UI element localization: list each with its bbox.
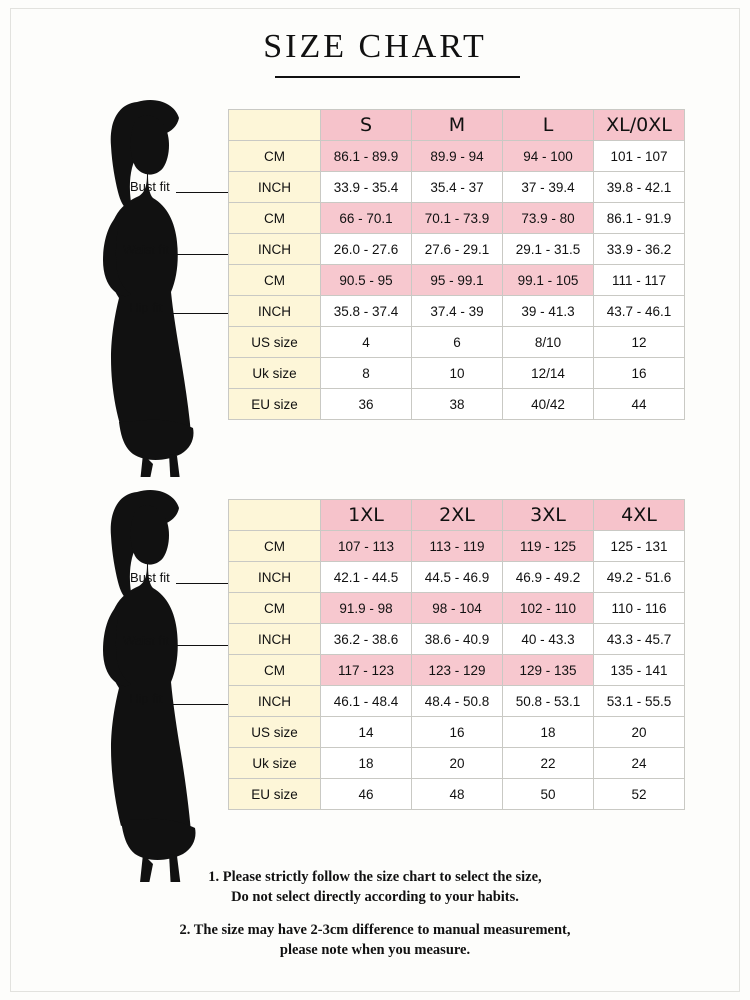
cell-value: 46.9 - 49.2 <box>503 562 594 593</box>
table-row <box>229 593 685 624</box>
row-label: US size <box>229 327 321 358</box>
table-row <box>229 531 685 562</box>
row-label: INCH <box>229 562 321 593</box>
cell-value: 22 <box>503 748 594 779</box>
cell-value: 48.4 - 50.8 <box>412 686 503 717</box>
table-row <box>229 562 685 593</box>
cell-value: 20 <box>412 748 503 779</box>
table-row <box>229 327 685 358</box>
table-header-1xl: 1XL <box>321 500 412 531</box>
cell-value: 98 - 104 <box>412 593 503 624</box>
cell-value: 29.1 - 31.5 <box>503 234 594 265</box>
cell-value: 49.2 - 51.6 <box>594 562 685 593</box>
cell-value: 135 - 141 <box>594 655 685 686</box>
row-label: INCH <box>229 234 321 265</box>
row-label: Uk size <box>229 748 321 779</box>
table-row <box>229 172 685 203</box>
cell-value: 39 - 41.3 <box>503 296 594 327</box>
table-row <box>229 358 685 389</box>
measure-label-bust-top: Bust fit <box>130 179 170 194</box>
cell-value: 38.6 - 40.9 <box>412 624 503 655</box>
cell-value: 40/42 <box>503 389 594 420</box>
cell-value: 8/10 <box>503 327 594 358</box>
figure-woman-silhouette-bottom <box>85 482 230 882</box>
cell-value: 44 <box>594 389 685 420</box>
note-2-line-2: please note when you measure. <box>279 941 471 958</box>
cell-value: 91.9 - 98 <box>321 593 412 624</box>
table-row <box>229 655 685 686</box>
note-1 <box>0 868 750 907</box>
note-2-line-1: 2. The size may have 2-3cm difference to manual measurement, <box>179 922 571 939</box>
cell-value: 39.8 - 42.1 <box>594 172 685 203</box>
title-underline <box>275 76 520 78</box>
table-row <box>229 686 685 717</box>
cell-value: 46.1 - 48.4 <box>321 686 412 717</box>
cell-value: 36.2 - 38.6 <box>321 624 412 655</box>
cell-value: 12 <box>594 327 685 358</box>
measure-line-bust-top <box>176 192 231 193</box>
measure-label-waist-bottom: Waist fit <box>123 633 169 648</box>
table-header-m: M <box>412 110 503 141</box>
table-header-blank <box>229 110 321 141</box>
measure-line-hip-bottom <box>172 704 231 705</box>
table-row <box>229 717 685 748</box>
cell-value: 90.5 - 95 <box>321 265 412 296</box>
cell-value: 37 - 39.4 <box>503 172 594 203</box>
cell-value: 33.9 - 36.2 <box>594 234 685 265</box>
row-label: CM <box>229 265 321 296</box>
table-row <box>229 624 685 655</box>
cell-value: 53.1 - 55.5 <box>594 686 685 717</box>
cell-value: 8 <box>321 358 412 389</box>
cell-value: 46 <box>321 779 412 810</box>
cell-value: 89.9 - 94 <box>412 141 503 172</box>
row-label: CM <box>229 531 321 562</box>
cell-value: 42.1 - 44.5 <box>321 562 412 593</box>
cell-value: 14 <box>321 717 412 748</box>
cell-value: 123 - 129 <box>412 655 503 686</box>
table-header-l: L <box>503 110 594 141</box>
cell-value: 24 <box>594 748 685 779</box>
cell-value: 18 <box>503 717 594 748</box>
cell-value: 95 - 99.1 <box>412 265 503 296</box>
cell-value: 18 <box>321 748 412 779</box>
cell-value: 16 <box>594 358 685 389</box>
cell-value: 101 - 107 <box>594 141 685 172</box>
measure-line-waist-top <box>177 254 231 255</box>
cell-value: 113 - 119 <box>412 531 503 562</box>
cell-value: 48 <box>412 779 503 810</box>
measure-label-hip-top: Hip fit <box>129 300 163 315</box>
measure-line-waist-bottom <box>177 645 231 646</box>
cell-value: 35.8 - 37.4 <box>321 296 412 327</box>
cell-value: 50 <box>503 779 594 810</box>
cell-value: 16 <box>412 717 503 748</box>
table-row <box>229 141 685 172</box>
note-1-line-1: 1. Please strictly follow the size chart to select the size, <box>208 869 542 885</box>
table-header-2xl: 2XL <box>412 500 503 531</box>
row-label: INCH <box>229 296 321 327</box>
cell-value: 50.8 - 53.1 <box>503 686 594 717</box>
cell-value: 36 <box>321 389 412 420</box>
cell-value: 43.3 - 45.7 <box>594 624 685 655</box>
cell-value: 38 <box>412 389 503 420</box>
table-row <box>229 265 685 296</box>
cell-value: 111 - 117 <box>594 265 685 296</box>
cell-value: 119 - 125 <box>503 531 594 562</box>
cell-value: 43.7 - 46.1 <box>594 296 685 327</box>
cell-value: 110 - 116 <box>594 593 685 624</box>
cell-value: 52 <box>594 779 685 810</box>
cell-value: 44.5 - 46.9 <box>412 562 503 593</box>
cell-value: 70.1 - 73.9 <box>412 203 503 234</box>
notes-section <box>0 868 750 974</box>
row-label: EU size <box>229 779 321 810</box>
table-row <box>229 203 685 234</box>
table-row <box>229 779 685 810</box>
row-label: CM <box>229 593 321 624</box>
row-label: Uk size <box>229 358 321 389</box>
cell-value: 27.6 - 29.1 <box>412 234 503 265</box>
cell-value: 86.1 - 91.9 <box>594 203 685 234</box>
table-header-4xl: 4XL <box>594 500 685 531</box>
note-2 <box>0 921 750 960</box>
row-label: INCH <box>229 624 321 655</box>
table-header-row <box>229 500 685 531</box>
measure-label-bust-bottom: Bust fit <box>130 570 170 585</box>
cell-value: 37.4 - 39 <box>412 296 503 327</box>
cell-value: 12/14 <box>503 358 594 389</box>
table-header-3xl: 3XL <box>503 500 594 531</box>
note-1-line-2: Do not select directly according to your habits. <box>231 888 519 905</box>
table-row <box>229 748 685 779</box>
row-label: CM <box>229 655 321 686</box>
cell-value: 66 - 70.1 <box>321 203 412 234</box>
cell-value: 107 - 113 <box>321 531 412 562</box>
cell-value: 20 <box>594 717 685 748</box>
cell-value: 6 <box>412 327 503 358</box>
cell-value: 33.9 - 35.4 <box>321 172 412 203</box>
cell-value: 40 - 43.3 <box>503 624 594 655</box>
cell-value: 129 - 135 <box>503 655 594 686</box>
cell-value: 10 <box>412 358 503 389</box>
table-header-blank <box>229 500 321 531</box>
page-title: SIZE CHART <box>263 28 487 65</box>
row-label: INCH <box>229 172 321 203</box>
measure-line-hip-top <box>172 313 231 314</box>
cell-value: 86.1 - 89.9 <box>321 141 412 172</box>
cell-value: 94 - 100 <box>503 141 594 172</box>
figure-woman-silhouette-top <box>85 92 230 477</box>
table-header-s: S <box>321 110 412 141</box>
table-header-xl: XL/0XL <box>594 110 685 141</box>
cell-value: 26.0 - 27.6 <box>321 234 412 265</box>
row-label: US size <box>229 717 321 748</box>
row-label: CM <box>229 141 321 172</box>
cell-value: 117 - 123 <box>321 655 412 686</box>
table-row <box>229 296 685 327</box>
table-header-row <box>229 110 685 141</box>
size-table-plus <box>228 499 685 810</box>
cell-value: 99.1 - 105 <box>503 265 594 296</box>
measure-label-waist-top: Waist fit <box>123 242 169 257</box>
table-row <box>229 234 685 265</box>
row-label: EU size <box>229 389 321 420</box>
row-label: CM <box>229 203 321 234</box>
cell-value: 73.9 - 80 <box>503 203 594 234</box>
measure-label-hip-bottom: Hip fit <box>129 691 163 706</box>
table-row <box>229 389 685 420</box>
size-table-small <box>228 109 685 420</box>
cell-value: 4 <box>321 327 412 358</box>
cell-value: 125 - 131 <box>594 531 685 562</box>
cell-value: 102 - 110 <box>503 593 594 624</box>
cell-value: 35.4 - 37 <box>412 172 503 203</box>
row-label: INCH <box>229 686 321 717</box>
measure-line-bust-bottom <box>176 583 231 584</box>
